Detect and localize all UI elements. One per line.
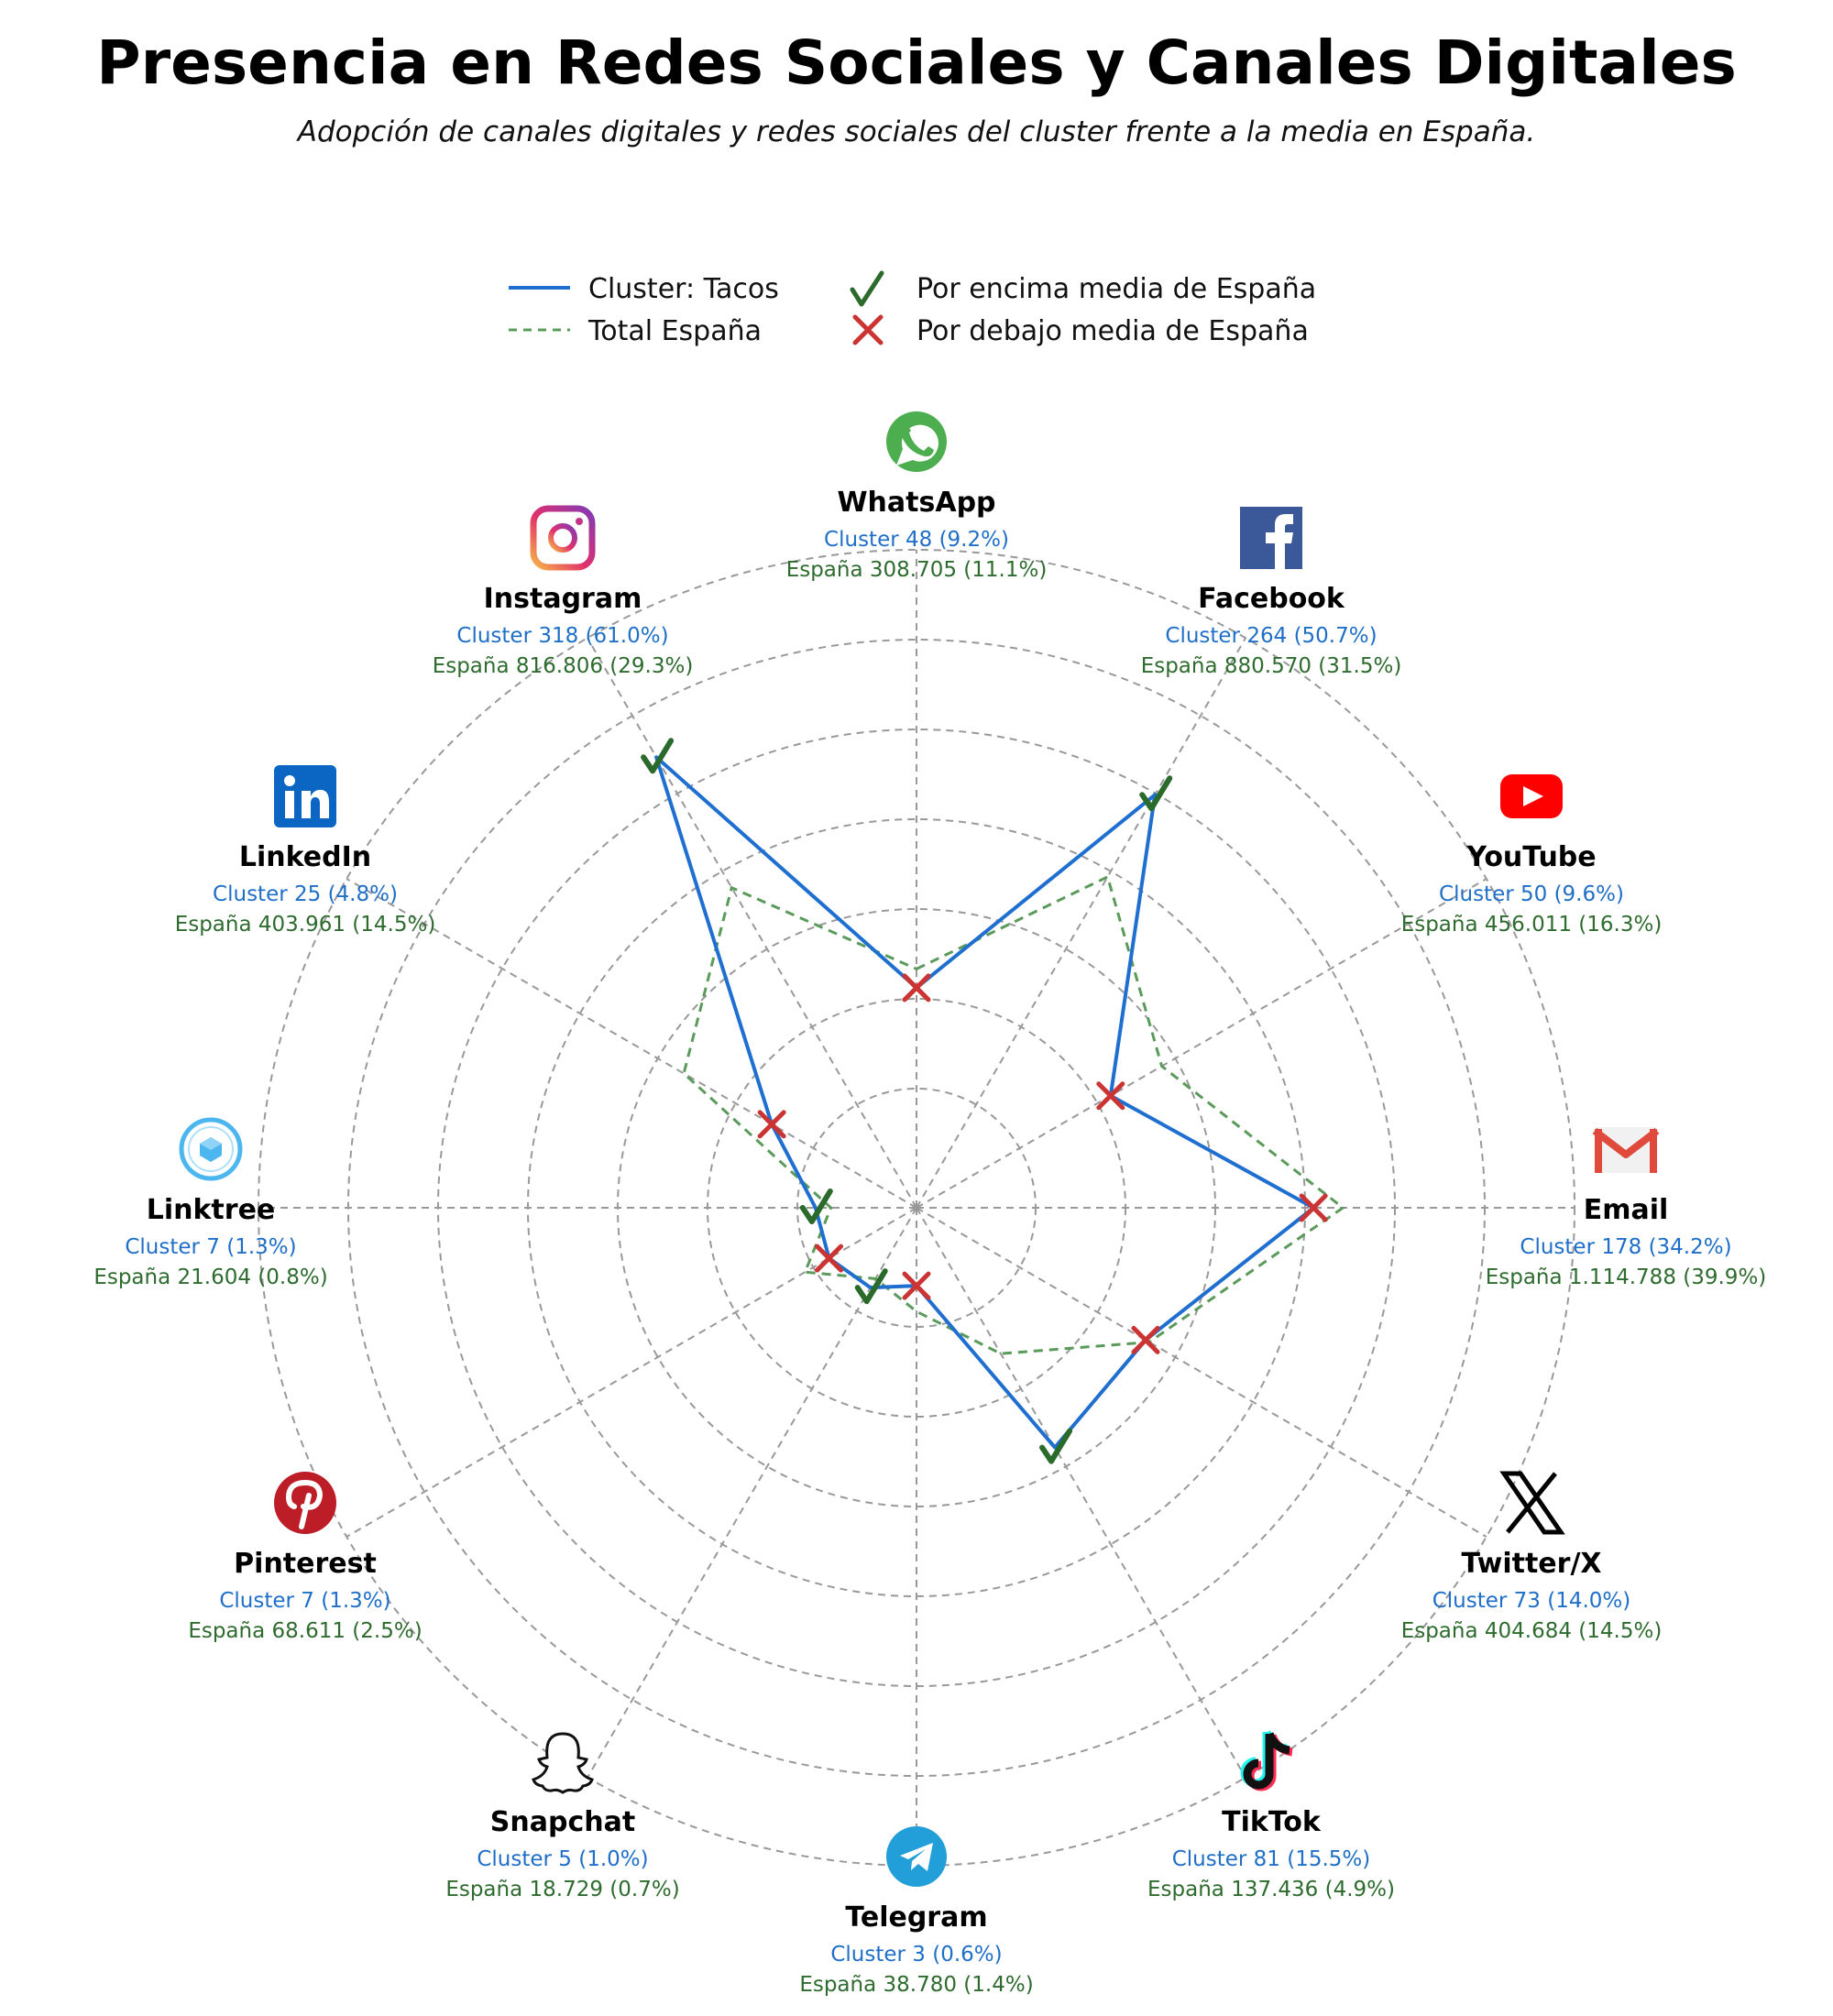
category-spain-value: España 403.961 (14.5%) — [174, 913, 436, 937]
linktree-icon — [181, 1120, 240, 1178]
category-cluster-value: Cluster 3 (0.6%) — [830, 1943, 1003, 1967]
legend-below-label: Por debajo media de España — [916, 315, 1309, 347]
legend-check-icon — [852, 273, 882, 304]
category-name: Snapchat — [489, 1806, 636, 1838]
category-spain-value: España 18.729 (0.7%) — [445, 1878, 680, 1901]
category-name: Twitter/X — [1461, 1548, 1602, 1580]
legend-spain-label: Total España — [588, 315, 763, 347]
category-spain-value: España 456.011 (16.3%) — [1400, 913, 1663, 937]
category-cluster-value: Cluster 48 (9.2%) — [824, 528, 1009, 552]
category-label-linktree — [93, 1120, 327, 1289]
grid-spoke — [587, 638, 916, 1208]
twitter-x-icon — [1504, 1474, 1561, 1532]
chart-subtitle: Adopción de canales digitales y redes sociales del cluster frente a la media en España. — [297, 115, 1536, 148]
marker-cross-icon — [760, 1112, 784, 1136]
category-cluster-value: Cluster 25 (4.8%) — [213, 882, 398, 906]
category-spain-value: España 1.114.788 (39.9%) — [1485, 1265, 1767, 1289]
marker-cross-icon — [818, 1246, 841, 1270]
instagram-icon — [533, 509, 592, 567]
category-name: Email — [1583, 1194, 1669, 1226]
legend-cluster-label: Cluster: Tacos — [588, 273, 779, 305]
chart-title: Presencia en Redes Sociales y Canales Digitales — [96, 27, 1737, 98]
category-cluster-value: Cluster 73 (14.0%) — [1432, 1589, 1631, 1613]
category-cluster-value: Cluster 50 (9.6%) — [1439, 882, 1624, 906]
category-name: Linktree — [146, 1194, 276, 1226]
legend-cross-icon — [855, 317, 881, 343]
category-spain-value: España 880.570 (31.5%) — [1140, 654, 1402, 678]
youtube-icon — [1500, 774, 1563, 818]
radar-series — [656, 757, 1343, 1447]
category-label-pinterest — [188, 1472, 422, 1643]
category-labels — [93, 411, 1766, 1997]
category-spain-value: España 68.611 (2.5%) — [188, 1619, 423, 1643]
series-line-cluster — [656, 757, 1313, 1447]
category-name: Instagram — [483, 583, 642, 615]
category-spain-value: España 308.705 (11.1%) — [785, 558, 1048, 582]
category-name: YouTube — [1466, 841, 1597, 873]
category-cluster-value: Cluster 178 (34.2%) — [1520, 1235, 1732, 1259]
category-spain-value: España 137.436 (4.9%) — [1147, 1878, 1395, 1901]
category-name: WhatsApp — [837, 487, 996, 519]
category-name: TikTok — [1222, 1806, 1321, 1838]
grid-spoke — [916, 1208, 1487, 1537]
facebook-icon — [1240, 507, 1302, 569]
category-cluster-value: Cluster 318 (61.0%) — [456, 624, 669, 648]
legend-above-label: Por encima media de España — [916, 273, 1317, 305]
category-label-youtube — [1401, 774, 1663, 937]
category-label-linkedin — [175, 765, 436, 937]
linkedin-icon — [274, 765, 336, 827]
category-label-twitterx — [1401, 1474, 1663, 1643]
category-label-snapchat — [445, 1734, 679, 1901]
tiktok-icon — [1245, 1732, 1292, 1787]
telegram-icon — [886, 1826, 947, 1887]
category-cluster-value: Cluster 7 (1.3%) — [125, 1235, 297, 1259]
category-name: Pinterest — [234, 1548, 377, 1580]
category-name: LinkedIn — [238, 841, 372, 873]
category-cluster-value: Cluster 5 (1.0%) — [477, 1847, 649, 1871]
category-spain-value: España 21.604 (0.8%) — [93, 1265, 328, 1289]
category-spain-value: España 816.806 (29.3%) — [432, 654, 694, 678]
category-label-telegram — [799, 1826, 1033, 1997]
category-label-tiktok — [1147, 1732, 1395, 1901]
radar-markers — [643, 740, 1325, 1461]
category-spain-value: España 404.684 (14.5%) — [1400, 1619, 1663, 1643]
radar-grid — [258, 550, 1575, 1866]
category-name: Facebook — [1198, 583, 1345, 615]
category-name: Telegram — [845, 1901, 988, 1934]
category-spain-value: España 38.780 (1.4%) — [799, 1973, 1034, 1997]
email-icon — [1595, 1127, 1657, 1173]
category-label-email — [1486, 1127, 1767, 1289]
category-cluster-value: Cluster 7 (1.3%) — [219, 1589, 391, 1613]
category-cluster-value: Cluster 81 (15.5%) — [1171, 1847, 1371, 1871]
category-cluster-value: Cluster 264 (50.7%) — [1165, 624, 1377, 648]
whatsapp-icon — [886, 411, 947, 472]
category-label-facebook — [1141, 507, 1402, 678]
grid-spoke — [587, 1208, 916, 1778]
snapchat-icon — [533, 1734, 592, 1792]
legend — [509, 273, 1316, 347]
grid-spoke — [916, 1208, 1246, 1778]
grid-spoke — [916, 638, 1246, 1208]
marker-cross-icon — [1134, 1328, 1158, 1352]
pinterest-icon — [274, 1472, 336, 1534]
